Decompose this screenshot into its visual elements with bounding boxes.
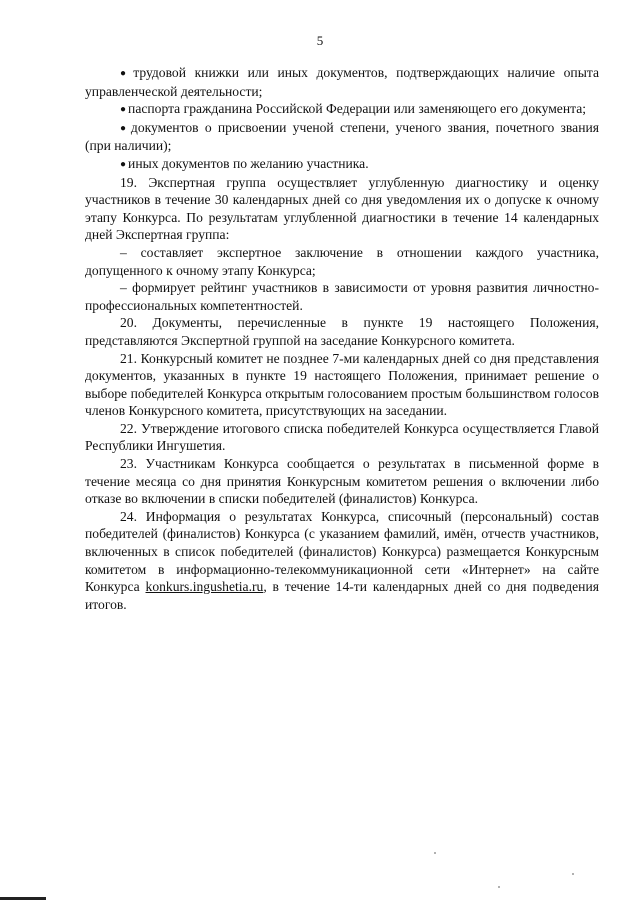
bullet-icon: ● — [120, 122, 129, 134]
paragraph-22: 22. Утверждение итогового списка победителей Конкурса осуществляется Главой Республики Ингушетия. — [85, 420, 599, 454]
website-link[interactable]: konkurs.ingushetia.ru — [145, 579, 264, 595]
paragraph-24 — [85, 508, 599, 614]
bullet-text: паспорта гражданина Российской Федерации или заменяющего его документа; — [128, 101, 587, 117]
document-body — [85, 64, 599, 613]
scan-edge-mark — [0, 897, 46, 900]
bullet-item — [85, 64, 599, 100]
scan-speck — [498, 886, 500, 888]
bullet-icon: ● — [120, 104, 127, 116]
paragraph-24-text-end: , в течение 14-ти календарных дней со дня подведения итогов. — [85, 579, 599, 612]
paragraph-19: 19. Экспертная группа осуществляет углубленную диагностику и оценку участников в течение 30 календарных дней со дня уведомления их о допуске к очному этапу Конкурса. По результатам углубленной диагностики в течение 14 календарных дней Экспертная группа: — [85, 174, 599, 243]
bullet-icon: ● — [120, 158, 127, 170]
paragraph-19-item: – формирует рейтинг участников в зависимости от уровня развития личностно-профессиональных компетентностей. — [85, 280, 599, 313]
scan-speck — [434, 852, 436, 854]
bullet-icon: ● — [120, 68, 132, 79]
bullet-text: трудовой книжки или иных документов, подтверждающих наличие опыта управленческой деятельности; — [85, 65, 599, 99]
bullet-item — [85, 100, 599, 119]
paragraph-23: 23. Участникам Конкурса сообщается о результатах в письменной форме в течение месяца со дня принятия Конкурсным комитетом решения о включении либо отказе во включении в списки победителей (финалистов) Конкурса. — [85, 456, 599, 507]
paragraph-21: 21. Конкурсный комитет не позднее 7-ми календарных дней со дня представления документов, указанных в пункте 19 настоящего Положения, принимает решение о выборе победителей Конкурса открытым голосованием простым большинством голосов членов Конкурсного комитета, присутствующих на заседании. — [85, 350, 599, 419]
page-number: 5 — [316, 33, 324, 48]
paragraph-20: 20. Документы, перечисленные в пункте 19 настоящего Положения, представляются Экспертной группой на заседание Конкурсного комитета. — [85, 315, 599, 348]
bullet-text: иных документов по желанию участника. — [128, 155, 369, 171]
paragraph-19-item: – составляет экспертное заключение в отношении каждого участника, допущенного к очному этапу Конкурса; — [85, 244, 599, 278]
paragraph-24-text: 24. Информация о результатах Конкурса, списочный (персональный) состав победителей (финалистов) Конкурса (с указанием фамилий, имён, отчеств участников, включенных в список победителей (финалистов) Конкурса) размещается Конкурсным комитетом в информационно-телекоммуникационной сети «Интернет» на сайте Конкурса — [85, 508, 599, 595]
bullet-item — [85, 119, 599, 155]
scan-speck — [572, 873, 574, 875]
bullet-text: документов о присвоении ученой степени, ученого звания, почетного звания (при наличии); — [85, 119, 599, 154]
bullet-item — [85, 155, 599, 174]
